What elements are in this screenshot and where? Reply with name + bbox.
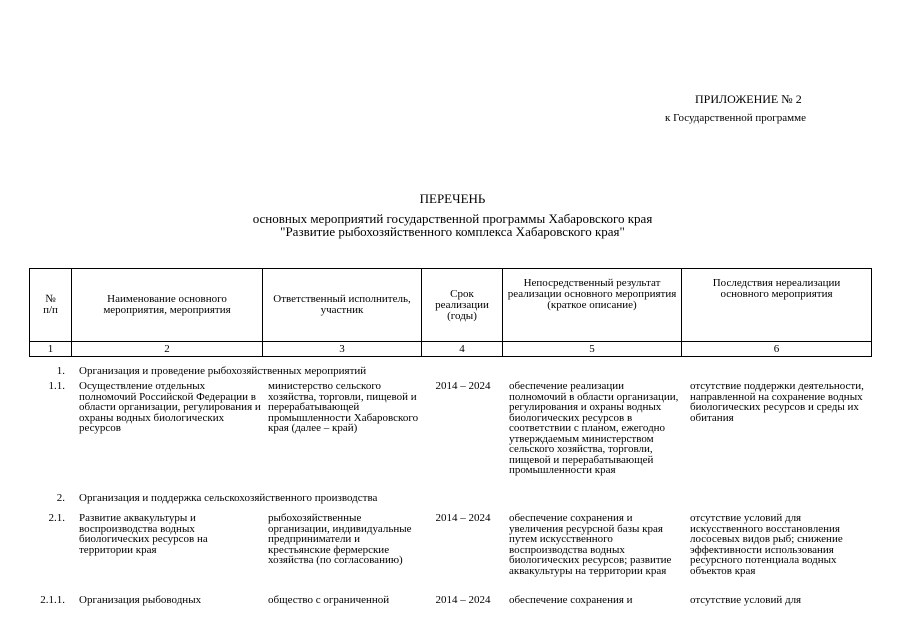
column-number-5: 5 bbox=[503, 342, 682, 357]
row-consequence: отсутствие условий для искусственного восстановления лососевых видов рыб; снижение эффективности использования ресурсного потенциала водных объектов края bbox=[690, 512, 843, 577]
row-name: Осуществление отдельных полномочий Российской Федерации в области организации, регулирования и охраны водных биологических ресурсов bbox=[79, 380, 261, 434]
row-period: 2014 – 2024 bbox=[435, 380, 491, 392]
section-title: Организация и поддержка сельскохозяйственного производства bbox=[79, 492, 378, 504]
row-executor: общество с ограниченной bbox=[268, 594, 390, 606]
row-result: обеспечение сохранения и увеличения ресурсной базы края путем искусственного воспроизводства водных биологических ресурсов; развитие аквакультуры на территории края bbox=[509, 512, 672, 577]
document-subtitle-line1: основных мероприятий государственной программы Хабаровского края bbox=[252, 211, 653, 226]
column-header-result: Непосредственный результат реализации основного мероприятия (краткое описание) bbox=[503, 269, 682, 342]
row-number: 2.1.1. bbox=[40, 594, 65, 606]
column-number-4: 4 bbox=[422, 342, 503, 357]
row-result: обеспечение сохранения и bbox=[509, 594, 633, 606]
section-number: 1. bbox=[56, 365, 65, 377]
column-header-name: Наименование основного мероприятия, мероприятия bbox=[72, 269, 263, 342]
row-result: обеспечение реализации полномочий в области организации, регулирования и охраны водных биологических ресурсов в соответствии с планом, ежегодно утверждаемым министерством сельского хозяйства, торговли, пищевой и перерабатывающей промышленности края bbox=[509, 380, 679, 476]
row-executor: министерство сельского хозяйства, торговли, пищевой и перерабатывающей промышленности Хабаровского края (далее – край) bbox=[268, 380, 419, 434]
column-number-2: 2 bbox=[72, 342, 263, 357]
row-name: Организация рыбоводных bbox=[79, 594, 202, 606]
appendix-title: ПРИЛОЖЕНИЕ № 2 bbox=[695, 92, 802, 106]
column-header-executor: Ответственный исполнитель, участник bbox=[263, 269, 422, 342]
section-number: 2. bbox=[56, 492, 65, 504]
row-name: Развитие аквакультуры и воспроизводства водных биологических ресурсов на территории края bbox=[79, 512, 208, 556]
measures-table-header bbox=[29, 268, 872, 357]
row-number: 2.1. bbox=[48, 512, 65, 524]
row-number: 1.1. bbox=[48, 380, 65, 392]
appendix-subtitle: к Государственной программе bbox=[665, 112, 806, 124]
row-executor: рыбохозяйственные организации, индивидуальные предприниматели и крестьянские фермерские хозяйства (по согласованию) bbox=[268, 512, 412, 566]
column-header-consequence: Последствия нереализации основного мероприятия bbox=[682, 269, 872, 342]
row-period: 2014 – 2024 bbox=[435, 594, 491, 606]
row-period: 2014 – 2024 bbox=[435, 512, 491, 524]
column-number-3: 3 bbox=[263, 342, 422, 357]
section-title: Организация и проведение рыбохозяйственных мероприятий bbox=[79, 365, 367, 377]
column-number-6: 6 bbox=[682, 342, 872, 357]
column-header-number: № п/п bbox=[30, 269, 72, 342]
row-consequence: отсутствие поддержки деятельности, направленной на сохранение водных биологических ресурсов и среды их обитания bbox=[690, 380, 864, 424]
column-number-1: 1 bbox=[30, 342, 72, 357]
row-consequence: отсутствие условий для bbox=[690, 594, 802, 606]
document-title: ПЕРЕЧЕНЬ bbox=[419, 191, 486, 206]
document-subtitle-line2: "Развитие рыбохозяйственного комплекса Хабаровского края" bbox=[280, 224, 625, 239]
column-header-period: Срок реализации (годы) bbox=[422, 269, 503, 342]
